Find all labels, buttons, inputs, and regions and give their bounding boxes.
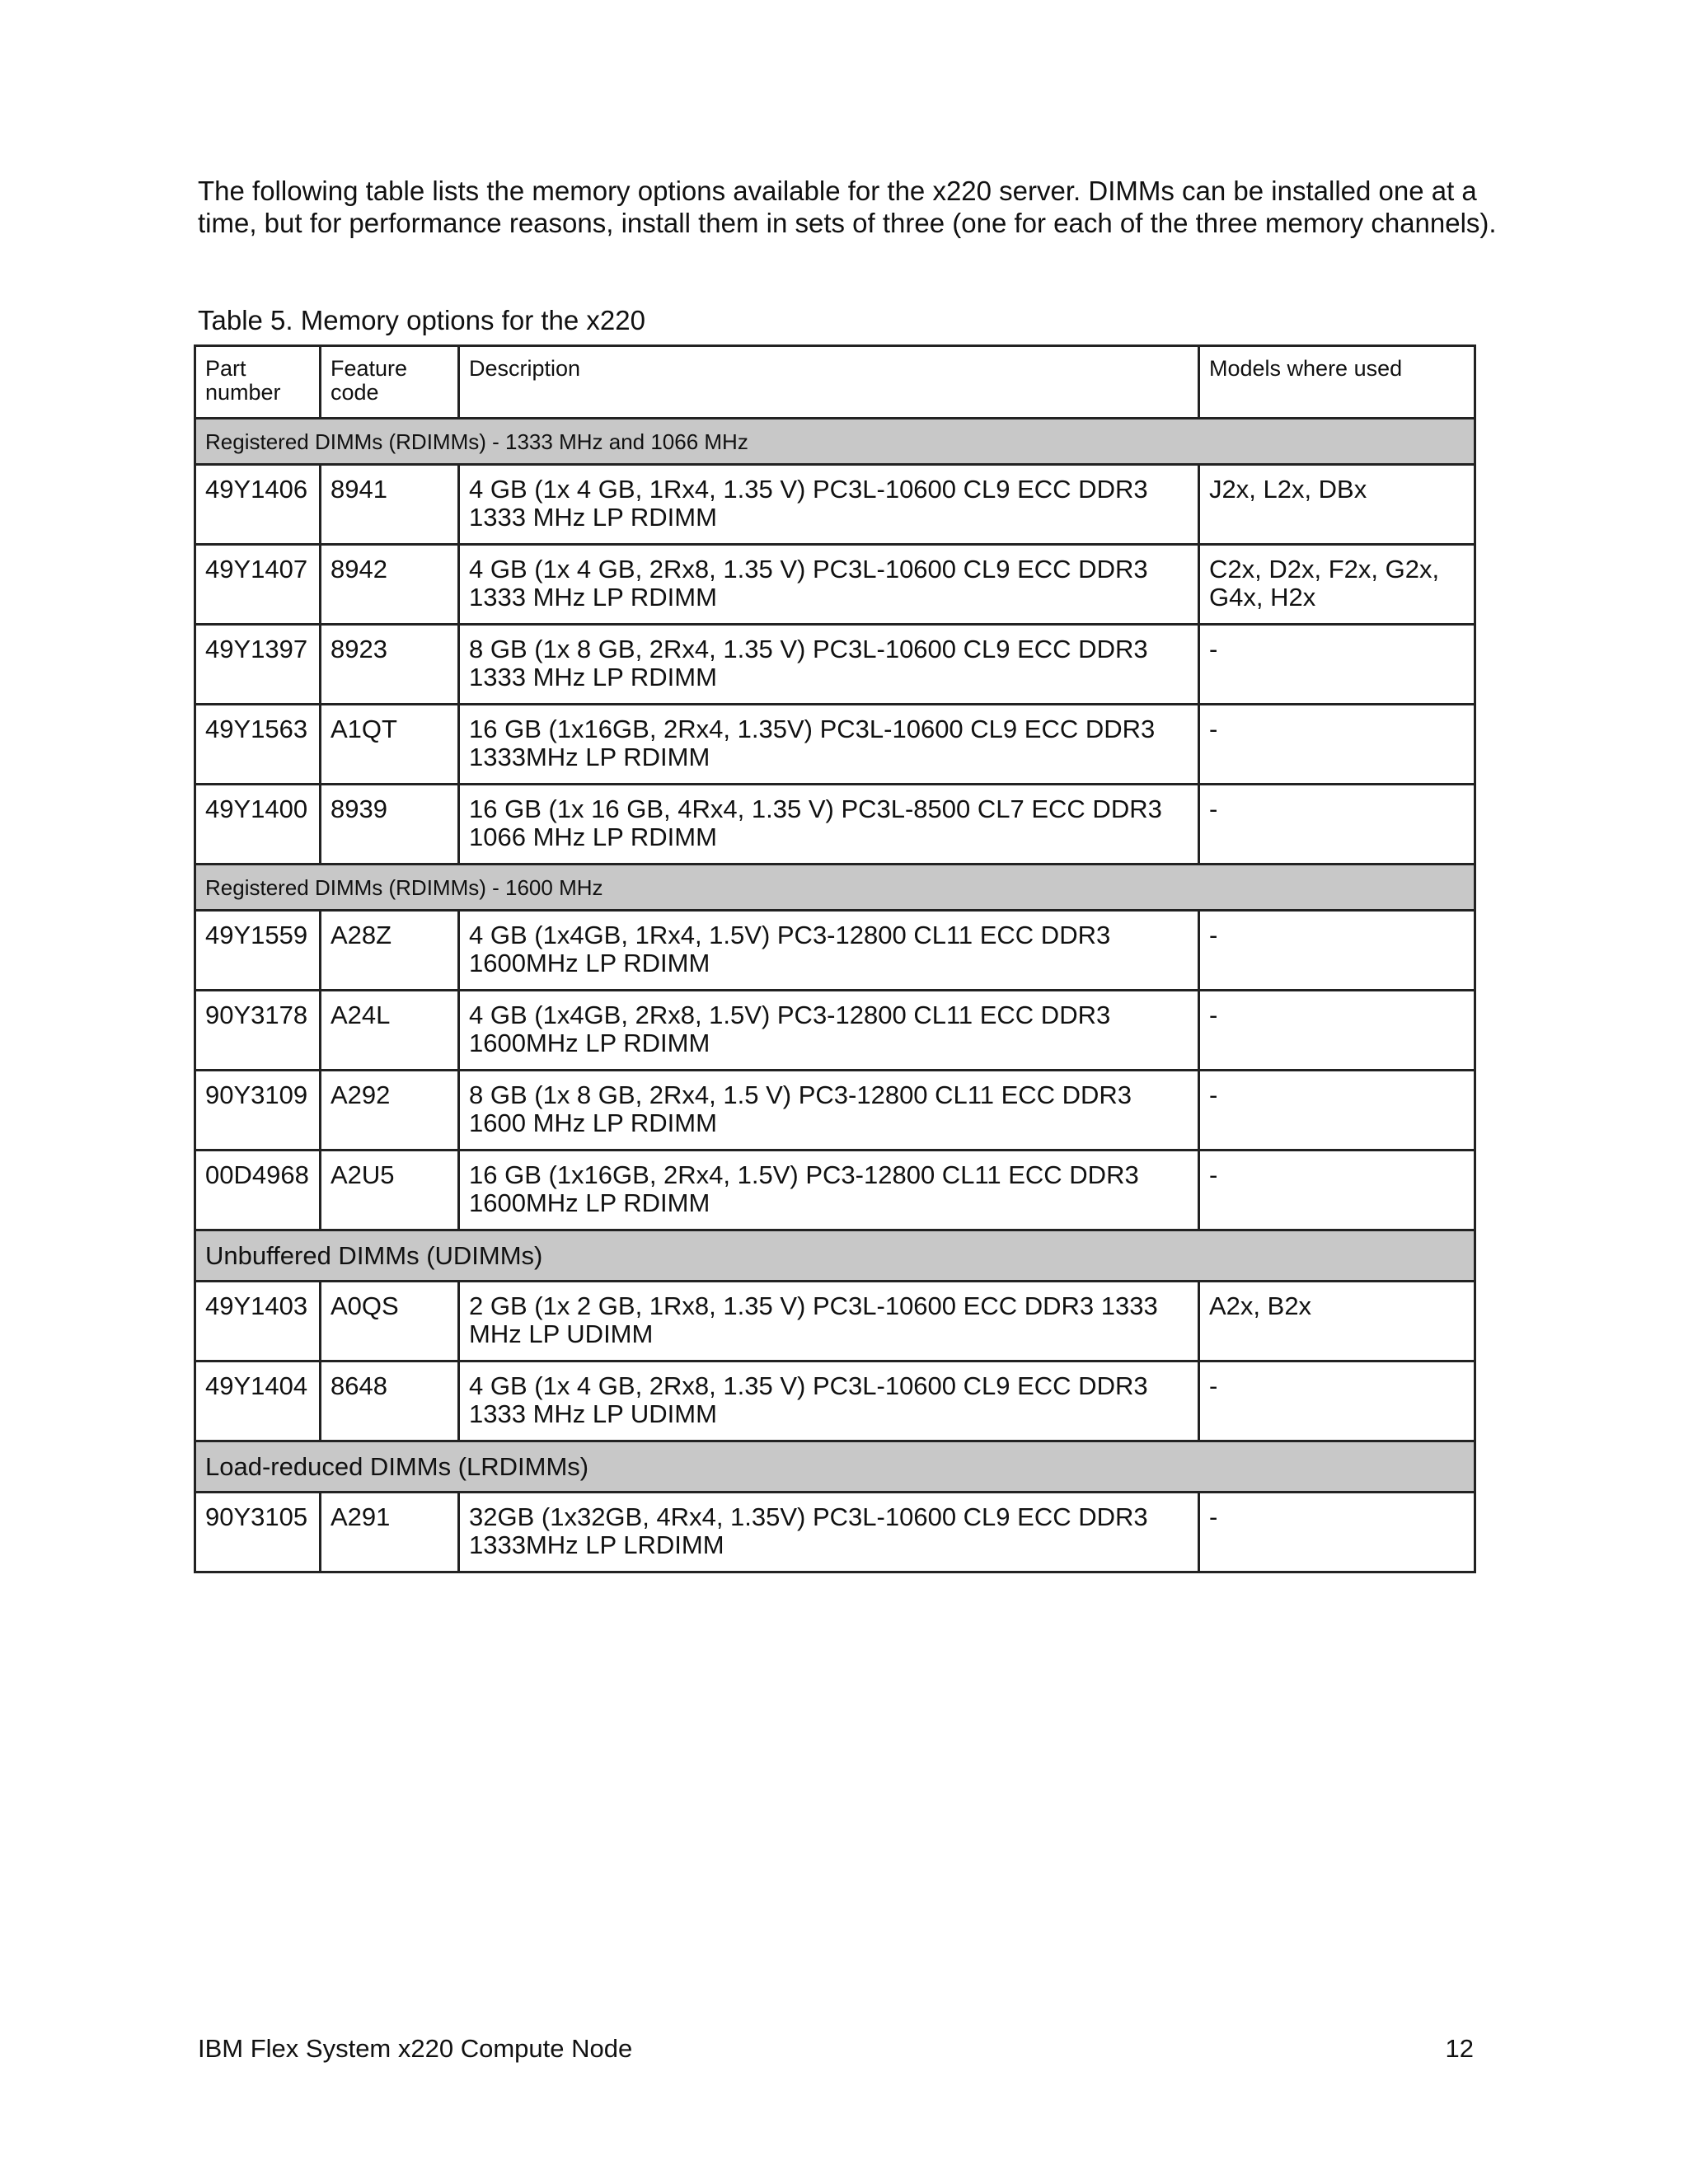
table-row [195,785,1475,865]
table-header-row [195,346,1475,419]
table-row [195,465,1475,545]
group-row [195,419,1475,465]
table-row [195,625,1475,705]
description-cell: 4 GB (1x4GB, 2Rx8, 1.5V) PC3-12800 CL11 ECC DDR3 1600MHz LP RDIMM [459,991,1199,1071]
models-cell: - [1199,705,1475,785]
table-row [195,545,1475,625]
part-number-cell: 49Y1400 [195,785,321,865]
header-part-number: Part number [195,346,321,419]
group-title: Unbuffered DIMMs (UDIMMs) [195,1230,1475,1282]
group-title: Registered DIMMs (RDIMMs) - 1600 MHz [195,865,1475,911]
footer-document-title: IBM Flex System x220 Compute Node [198,2034,633,2063]
part-number-cell: 49Y1559 [195,911,321,991]
header-description: Description [459,346,1199,419]
description-cell: 4 GB (1x 4 GB, 2Rx8, 1.35 V) PC3L-10600 CL9 ECC DDR3 1333 MHz LP RDIMM [459,545,1199,625]
part-number-cell: 90Y3178 [195,991,321,1071]
models-cell: - [1199,1151,1475,1230]
models-cell: - [1199,911,1475,991]
part-number-cell: 90Y3109 [195,1071,321,1151]
description-cell: 4 GB (1x 4 GB, 2Rx8, 1.35 V) PC3L-10600 CL9 ECC DDR3 1333 MHz LP UDIMM [459,1361,1199,1441]
models-cell: - [1199,1361,1475,1441]
part-number-cell: 49Y1563 [195,705,321,785]
feature-code-cell: 8939 [321,785,459,865]
feature-code-cell: 8923 [321,625,459,705]
feature-code-cell: A0QS [321,1282,459,1361]
feature-code-cell: 8941 [321,465,459,545]
part-number-cell: 90Y3105 [195,1493,321,1572]
footer-page-number: 12 [1445,2034,1474,2063]
feature-code-cell: 8942 [321,545,459,625]
feature-code-cell: A291 [321,1493,459,1572]
group-row [195,1441,1475,1493]
description-cell: 16 GB (1x16GB, 2Rx4, 1.35V) PC3L-10600 CL9 ECC DDR3 1333MHz LP RDIMM [459,705,1199,785]
feature-code-cell: A24L [321,991,459,1071]
part-number-cell: 49Y1403 [195,1282,321,1361]
table-row [195,1071,1475,1151]
table-row [195,1151,1475,1230]
header-models: Models where used [1199,346,1475,419]
description-cell: 4 GB (1x 4 GB, 1Rx4, 1.35 V) PC3L-10600 CL9 ECC DDR3 1333 MHz LP RDIMM [459,465,1199,545]
part-number-cell: 49Y1404 [195,1361,321,1441]
group-title: Registered DIMMs (RDIMMs) - 1333 MHz and 1066 MHz [195,419,1475,465]
feature-code-cell: 8648 [321,1361,459,1441]
models-cell: - [1199,785,1475,865]
feature-code-cell: A1QT [321,705,459,785]
table-row [195,1282,1475,1361]
table-row [195,911,1475,991]
header-feature-code: Feature code [321,346,459,419]
part-number-cell: 49Y1407 [195,545,321,625]
models-cell: - [1199,1071,1475,1151]
models-cell: A2x, B2x [1199,1282,1475,1361]
feature-code-cell: A28Z [321,911,459,991]
table-caption: Table 5. Memory options for the x220 [198,305,645,335]
feature-code-cell: A2U5 [321,1151,459,1230]
table-row [195,1493,1475,1572]
memory-options-table [194,344,1476,1573]
description-cell: 2 GB (1x 2 GB, 1Rx8, 1.35 V) PC3L-10600 ECC DDR3 1333 MHz LP UDIMM [459,1282,1199,1361]
part-number-cell: 49Y1397 [195,625,321,705]
group-row [195,865,1475,911]
group-row [195,1230,1475,1282]
description-cell: 4 GB (1x4GB, 1Rx4, 1.5V) PC3-12800 CL11 ECC DDR3 1600MHz LP RDIMM [459,911,1199,991]
models-cell: J2x, L2x, DBx [1199,465,1475,545]
table-row [195,991,1475,1071]
description-cell: 8 GB (1x 8 GB, 2Rx4, 1.35 V) PC3L-10600 CL9 ECC DDR3 1333 MHz LP RDIMM [459,625,1199,705]
feature-code-cell: A292 [321,1071,459,1151]
intro-paragraph: The following table lists the memory options available for the x220 server. DIMMs can be installed one at a time, but for performance reasons, install them in sets of three (one for each of the three memory channels). [198,176,1497,238]
description-cell: 16 GB (1x 16 GB, 4Rx4, 1.35 V) PC3L-8500 CL7 ECC DDR3 1066 MHz LP RDIMM [459,785,1199,865]
models-cell: - [1199,1493,1475,1572]
part-number-cell: 00D4968 [195,1151,321,1230]
models-cell: - [1199,625,1475,705]
models-cell: C2x, D2x, F2x, G2x, G4x, H2x [1199,545,1475,625]
description-cell: 32GB (1x32GB, 4Rx4, 1.35V) PC3L-10600 CL9 ECC DDR3 1333MHz LP LRDIMM [459,1493,1199,1572]
table-row [195,1361,1475,1441]
models-cell: - [1199,991,1475,1071]
description-cell: 8 GB (1x 8 GB, 2Rx4, 1.5 V) PC3-12800 CL11 ECC DDR3 1600 MHz LP RDIMM [459,1071,1199,1151]
table-row [195,705,1475,785]
part-number-cell: 49Y1406 [195,465,321,545]
group-title: Load-reduced DIMMs (LRDIMMs) [195,1441,1475,1493]
description-cell: 16 GB (1x16GB, 2Rx4, 1.5V) PC3-12800 CL11 ECC DDR3 1600MHz LP RDIMM [459,1151,1199,1230]
